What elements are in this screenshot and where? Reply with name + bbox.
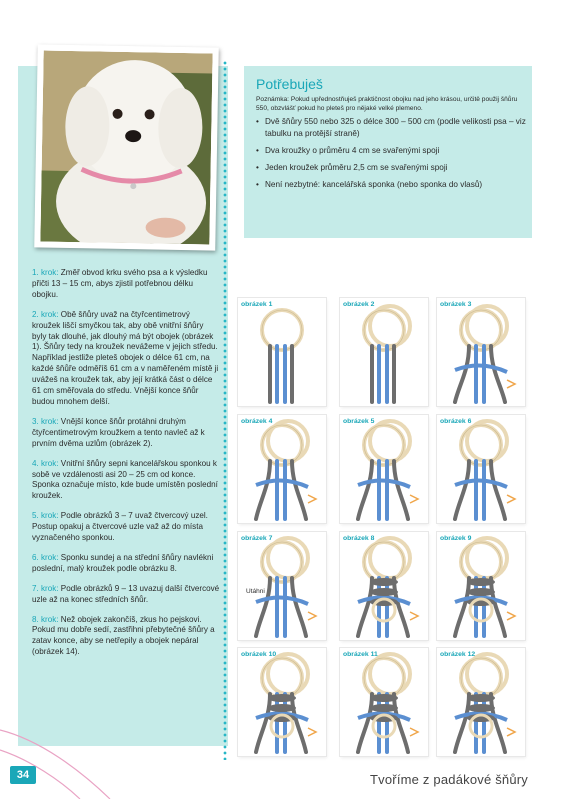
knot-illustration — [238, 532, 326, 640]
step-7 — [32, 584, 220, 606]
figure-2 — [340, 298, 428, 406]
figure-8 — [340, 532, 428, 640]
figure-7 — [238, 532, 326, 640]
step-5 — [32, 511, 220, 544]
figure-3 — [437, 298, 525, 406]
book-title: Tvoříme z padákové šňůry — [370, 772, 528, 787]
step-6 — [32, 553, 220, 575]
materials-item: • Jeden kroužek průměru 2,5 cm se svařenými spoji — [256, 162, 528, 174]
materials-box — [244, 66, 532, 238]
step-text: Vnitřní šňůry sepni kancelářskou sponkou k sobě ve vzdálenosti asi 20 – 25 cm od konce. Sponka označuje místo, kde bude umístěn poslední kroužek. — [32, 458, 218, 501]
step-text: Podle obrázků 3 – 7 uvaž čtvercový uzel. Postup opakuj a čtvercové uzle važ až do místa vyznačeného sponkou. — [32, 511, 208, 543]
knot-illustration — [238, 648, 326, 756]
knot-illustration — [437, 415, 525, 523]
knot-illustration — [238, 298, 326, 406]
step-text: Podle obrázků 9 – 13 uvazuj další čtvercové uzle až na konec středních šňůr. — [32, 583, 220, 604]
knot-illustration — [340, 532, 428, 640]
knot-illustration — [437, 298, 525, 406]
knot-illustration — [437, 532, 525, 640]
step-label: 7. krok: — [32, 583, 59, 593]
step-label: 3. krok: — [32, 416, 59, 426]
step-label: 2. krok: — [32, 309, 59, 319]
step-2 — [32, 310, 220, 408]
knot-illustration — [340, 648, 428, 756]
figure-label: obrázek 2 — [343, 301, 375, 308]
materials-title: Potřebuješ — [256, 76, 323, 92]
figure-annotation: Utáhni — [246, 588, 265, 595]
figure-label: obrázek 7 — [241, 535, 273, 542]
step-label: 8. krok: — [32, 614, 59, 624]
step-4 — [32, 459, 220, 503]
figure-label: obrázek 10 — [241, 651, 277, 658]
knot-illustration — [238, 415, 326, 523]
figure-5 — [340, 415, 428, 523]
step-text: Změř obvod krku svého psa a k výsledku přičti 13 – 15 cm, abys zjistil potřebnou délku obojku. — [32, 268, 208, 299]
materials-note: Poznámka: Pokud upřednostňuješ praktičnost obojku nad jeho krásou, určitě použij šňůru 550, obzvlášť pokud ho pleteš pro nějaké velké plemeno. — [256, 96, 518, 112]
step-label: 6. krok: — [32, 552, 59, 562]
figure-label: obrázek 4 — [241, 418, 273, 425]
instruction-steps — [32, 268, 220, 667]
decorative-curve — [0, 700, 120, 799]
step-label: 1. krok: — [32, 268, 59, 277]
knot-illustration — [437, 648, 525, 756]
materials-list — [256, 116, 528, 196]
figure-1 — [238, 298, 326, 406]
figure-10 — [238, 648, 326, 756]
knot-illustration — [340, 298, 428, 406]
knot-illustration — [340, 415, 428, 523]
figure-label: obrázek 12 — [440, 651, 476, 658]
step-text: Obě šňůry uvaž na čtyřcentimetrový kroužek liščí smyčkou tak, aby obě vnitřní šňůry byly tak dlouhé, jak dlouhý má být obojek (obrázek 1). Šňůry tedy na kroužek nevážeme v jejich středu. Například jestliže pleteš obojek o délce 61 cm, na každé šňůře odměříš 61 cm a v naměřeném místě ji uvážeš na kroužek tak, aby její krátká část o délce 61 cm směřovala do středu. Vnější konce šňůr budou mnohem delší. — [32, 309, 219, 406]
materials-item: • Není nezbytné: kancelářská sponka (nebo sponka do vlasů) — [256, 179, 528, 191]
step-label: 4. krok: — [32, 458, 59, 468]
figure-label: obrázek 6 — [440, 418, 472, 425]
page-number: 34 — [10, 766, 36, 784]
dog-photo — [34, 44, 219, 250]
step-1 — [32, 268, 220, 301]
figure-12 — [437, 648, 525, 756]
step-text: Sponku sundej a na střední šňůry navlékni poslední, malý kroužek podle obrázku 8. — [32, 552, 214, 573]
materials-item: • Dvě šňůry 550 nebo 325 o délce 300 – 500 cm (podle velikosti psa – viz tabulku na protější straně) — [256, 116, 528, 140]
figure-label: obrázek 9 — [440, 535, 472, 542]
step-8 — [32, 615, 220, 659]
figure-9 — [437, 532, 525, 640]
materials-item: • Dva kroužky o průměru 4 cm se svařenými spoji — [256, 145, 528, 157]
step-label: 5. krok: — [32, 511, 59, 521]
step-text: Než obojek zakončíš, zkus ho pejskovi. Pokud mu dobře sedí, zastřihni přebytečné šňůry a zatav konce, aby se netřepily a obojek nepáral (obrázek 14). — [32, 614, 215, 657]
step-text: Vnější konce šňůr protáhni druhým čtyřcentimetrovým kroužkem a tento navleč až k prvním dvěma uzlům (obrázek 2). — [32, 416, 205, 448]
figure-label: obrázek 5 — [343, 418, 375, 425]
figure-label: obrázek 1 — [241, 301, 273, 308]
figure-4 — [238, 415, 326, 523]
figure-label: obrázek 11 — [343, 651, 378, 658]
figure-6 — [437, 415, 525, 523]
dotted-divider — [223, 60, 227, 760]
figure-label: obrázek 3 — [440, 301, 472, 308]
figure-11 — [340, 648, 428, 756]
figure-label: obrázek 8 — [343, 535, 375, 542]
step-3 — [32, 417, 220, 450]
